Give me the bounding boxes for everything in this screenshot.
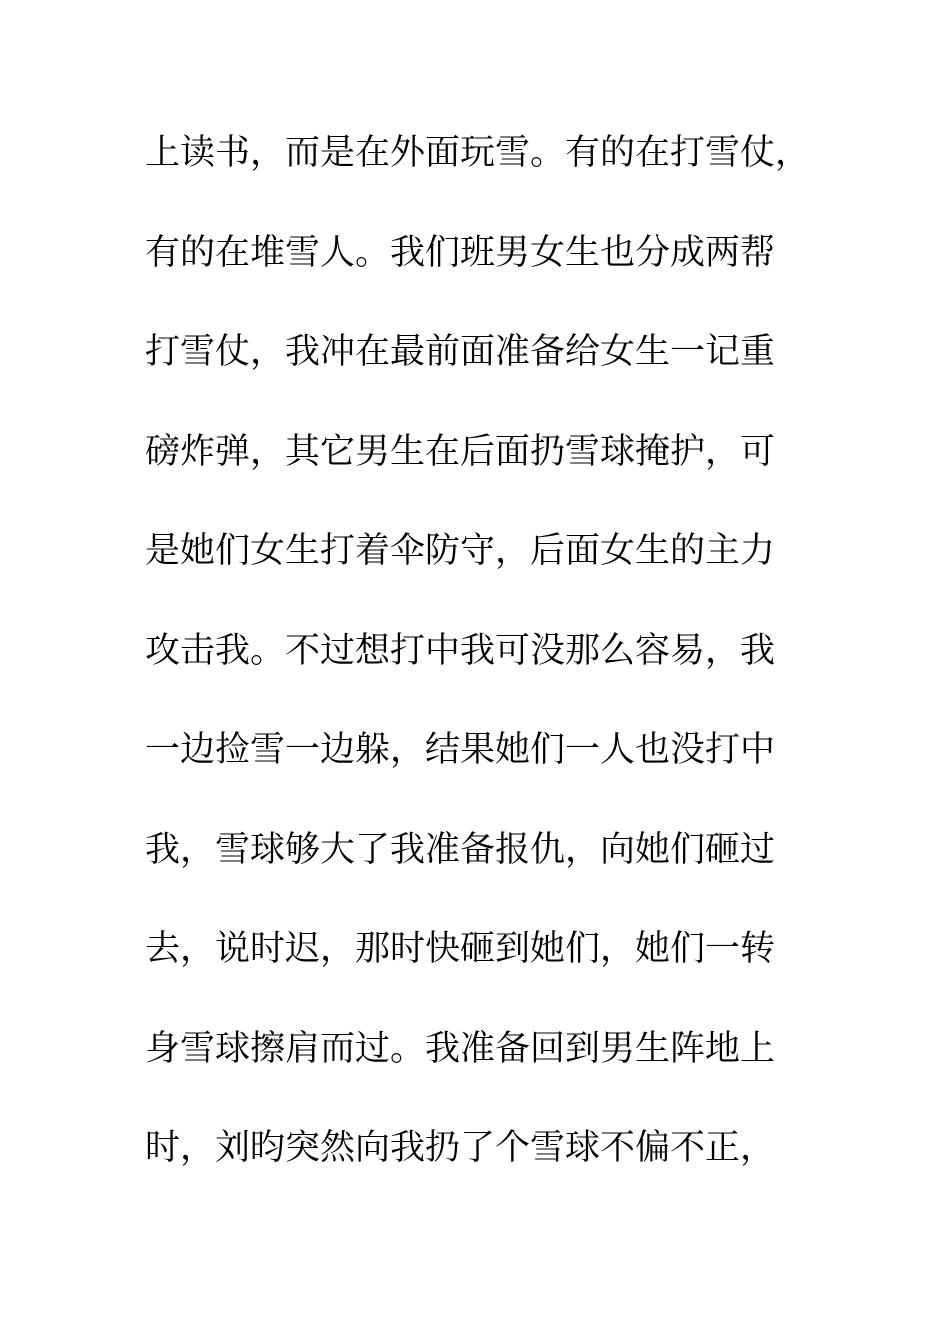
text-line: 去，说时迟，那时快砸到她们，她们一转: [145, 929, 776, 969]
text-line: 有的在堆雪人。我们班男女生也分成两帮: [145, 232, 776, 273]
text-line: 打雪仗，我冲在最前面准备给女生一记重: [145, 332, 776, 372]
text-line: 我，雪球够大了我准备报仇，向她们砸过: [145, 829, 776, 870]
text-line: 是她们女生打着伞防守，后面女生的主力: [145, 531, 776, 571]
body-text: [145, 128, 811, 1223]
text-line: 上读书，而是在外面玩雪。有的在打雪仗，: [145, 133, 811, 173]
text-line: 身雪球擦肩而过。我准备回到男生阵地上: [145, 1028, 776, 1069]
text-line: 攻击我。不过想打中我可没那么容易，我: [145, 630, 776, 671]
text-line: 一边捡雪一边躲，结果她们一人也没打中: [145, 730, 776, 770]
text-line: 时，刘昀突然向我扔了个雪球不偏不正，: [145, 1128, 776, 1168]
text-line: 磅炸弹，其它男生在后面扔雪球掩护，可: [145, 431, 776, 472]
